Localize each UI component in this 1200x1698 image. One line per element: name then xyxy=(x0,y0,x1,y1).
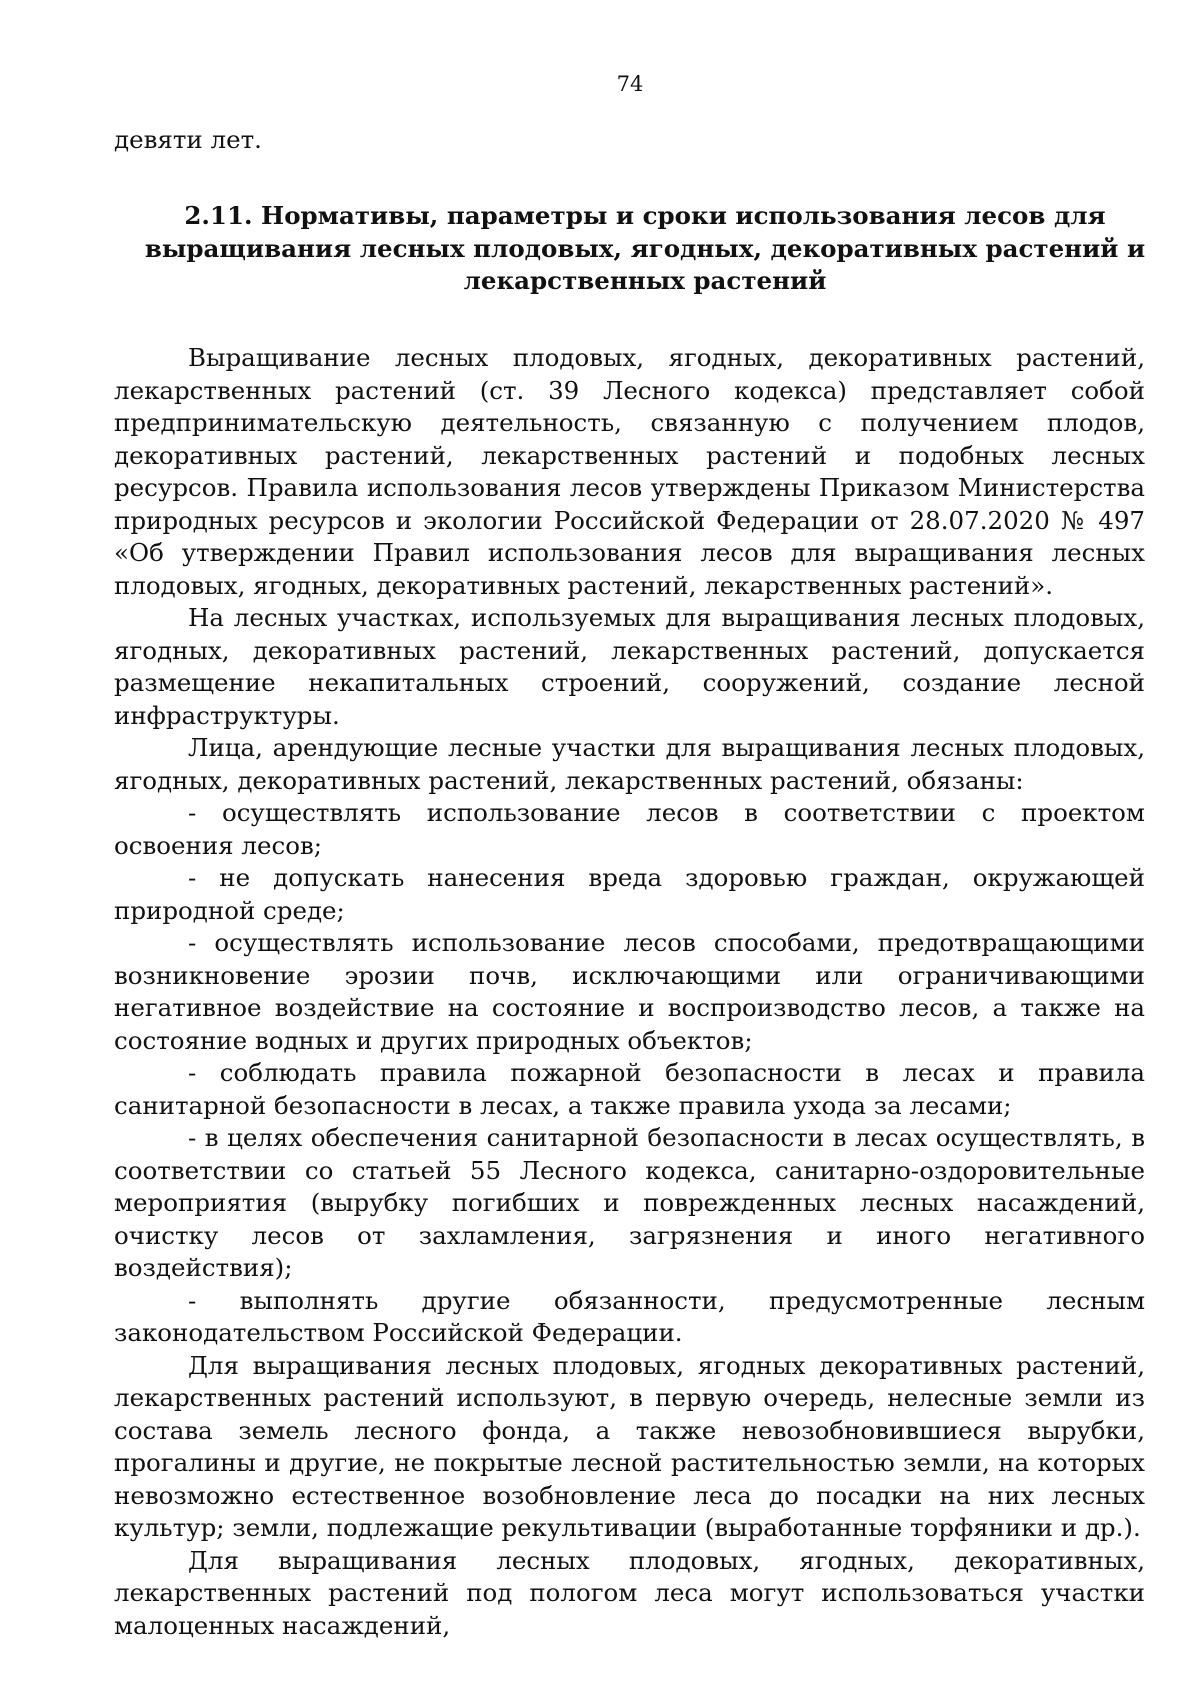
paragraph: На лесных участках, используемых для выращивания лесных плодовых, ягодных, декоративных растений, лекарственных растений, допускается размещение некапитальных строений, сооружений, создание лесной инфраструктуры. xyxy=(114,603,1145,730)
body-text xyxy=(114,342,1145,1642)
list-item: - осуществлять использование лесов способами, предотвращающими возникновение эрозии почв, исключающими или ограничивающими негативное воздействие на состояние и воспроизводство лесов, а также на состояние водных и других природных объектов; xyxy=(114,928,1145,1055)
section-heading: 2.11. Нормативы, параметры и сроки использования лесов для выращивания лесных плодовых, ягодных, декоративных растений и лекарственных растений xyxy=(144,201,1146,295)
list-item: - осуществлять использование лесов в соответствии с проектом освоения лесов; xyxy=(114,798,1145,860)
paragraph: Для выращивания лесных плодовых, ягодных, декоративных, лекарственных растений под пологом леса могут использоваться участки малоценных насаждений, xyxy=(114,1545,1145,1640)
list-item: - в целях обеспечения санитарной безопасности в лесах осуществлять, в соответствии со статьей 55 Лесного кодекса, санитарно-оздоровительные мероприятия (вырубку погибших и поврежденных лесных насаждений, очистку лесов от захламления, загрязнения и иного негативного воздействия); xyxy=(114,1123,1145,1282)
paragraph: Для выращивания лесных плодовых, ягодных декоративных растений, лекарственных растений используют, в первую очередь, нелесные земли из состава земель лесного фонда, а также невозобновившиеся вырубки, прогалины и другие, не покрытые лесной растительностью земли, на которых невозможно естественное возобновление леса до посадки на них лесных культур; земли, подлежащие рекультивации (выработанные торфяники и др.). xyxy=(114,1350,1145,1542)
list-item: - выполнять другие обязанности, предусмотренные лесным законодательством Российской Федерации. xyxy=(114,1285,1145,1347)
list-item: - не допускать нанесения вреда здоровью граждан, окружающей природной среде; xyxy=(114,863,1145,925)
list-item: - соблюдать правила пожарной безопасности в лесах и правила санитарной безопасности в лесах, а также правила ухода за лесами; xyxy=(114,1058,1145,1120)
page-number: 74 xyxy=(616,72,644,96)
continuation-text: девяти лет. xyxy=(114,125,262,154)
paragraph: Выращивание лесных плодовых, ягодных, декоративных растений, лекарственных растений (ст. 39 Лесного кодекса) представляет собой предпринимательскую деятельность, связанную с получением плодов, декоративных растений, лекарственных растений и подобных лесных ресурсов. Правила использования лесов утверждены Приказом Министерства природных ресурсов и экологии Российской Федерации от 28.07.2020 № 497 «Об утверждении Правил использования лесов для выращивания лесных плодовых, ягодных, декоративных растений, лекарственных растений». xyxy=(114,343,1145,600)
paragraph: Лица, арендующие лесные участки для выращивания лесных плодовых, ягодных, декоративных растений, лекарственных растений, обязаны: xyxy=(114,733,1145,795)
